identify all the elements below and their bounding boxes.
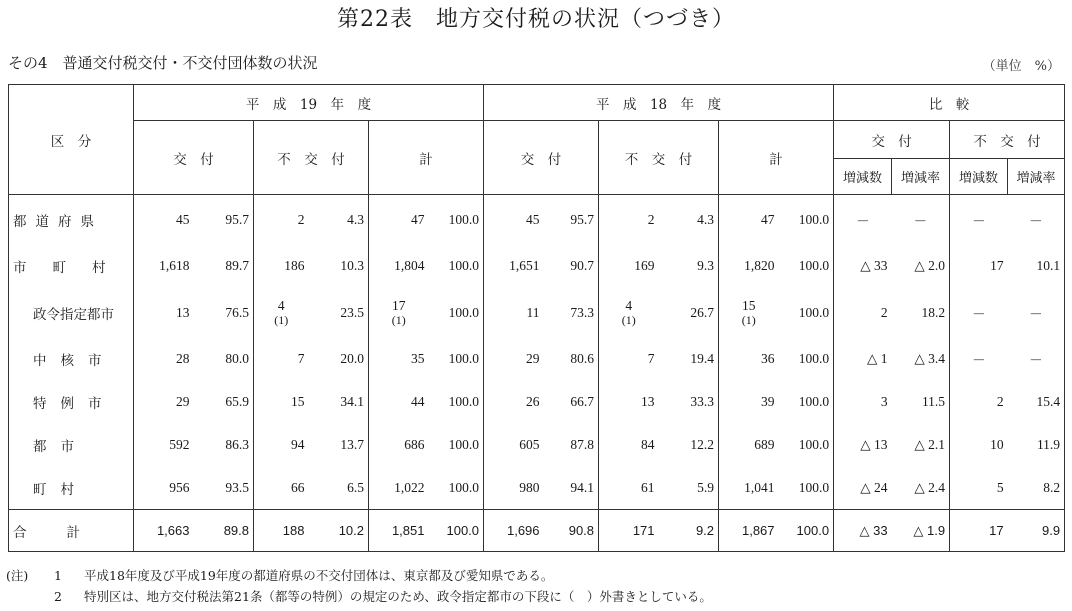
table-cell: 7: [297, 351, 305, 366]
table-cell: 592: [169, 437, 190, 452]
table-cell: 1,663: [134, 510, 194, 552]
table-cell: －: [856, 213, 870, 230]
table-cell: 10.1: [1008, 245, 1065, 288]
table-cell: 65.9: [194, 381, 254, 424]
table-cell: 73.3: [544, 288, 599, 338]
table-cell: 36: [761, 351, 775, 366]
table-cell: 4.3: [309, 195, 369, 245]
header-compare-kofu: 交 付: [834, 121, 950, 159]
header-kofu-zougen-su: 増減数: [834, 159, 892, 195]
table-cell: 45: [526, 211, 540, 227]
row-label: 都市: [9, 424, 134, 467]
table-row: [9, 245, 1065, 288]
table-cell: 100.0: [429, 195, 484, 245]
table-cell: 2: [297, 211, 305, 227]
table-cell: 23.5: [309, 288, 369, 338]
table-cell: 10.2: [309, 510, 369, 552]
table-cell: 980: [519, 479, 540, 495]
table-cell: 86.3: [194, 424, 254, 467]
table-cell: 89.7: [194, 245, 254, 288]
cell-value: 17: [392, 298, 406, 313]
table-cell: －: [1008, 288, 1065, 338]
table-cell: 689: [754, 437, 775, 452]
table-cell: 39: [761, 394, 775, 409]
table-cell: 26.7: [659, 288, 719, 338]
table-cell: 47: [761, 211, 775, 227]
table-cell: 19.4: [659, 338, 719, 381]
table-cell: 100.0: [779, 467, 834, 510]
table-cell: 11.9: [1008, 424, 1065, 467]
table-cell: 11: [526, 304, 540, 320]
footnote-1: [6, 565, 712, 586]
table-cell: －: [892, 195, 950, 245]
table-cell: △ 3.4: [892, 338, 950, 381]
table-cell: 12.2: [659, 424, 719, 467]
table-cell: 956: [169, 479, 190, 495]
table-cell: 13: [641, 394, 655, 409]
table-cell: 17: [950, 510, 1008, 552]
table-cell: 100.0: [429, 424, 484, 467]
table-row: [9, 381, 1065, 424]
table-cell: △ 13: [860, 437, 888, 452]
table-cell: 186: [284, 258, 305, 273]
table-cell: 95.7: [544, 195, 599, 245]
header-compare: 比 較: [834, 85, 1065, 121]
table-cell: －: [972, 213, 986, 230]
row-label: 市町村: [9, 245, 134, 288]
table-cell: 9.3: [659, 245, 719, 288]
table-cell: 171: [599, 510, 659, 552]
table-cell: 15.4: [1008, 381, 1065, 424]
table-cell: 11.5: [892, 381, 950, 424]
table-cell: 100.0: [779, 510, 834, 552]
table-cell: 84: [641, 437, 655, 452]
table-cell: 18.2: [892, 288, 950, 338]
table-cell: △ 33: [834, 510, 892, 552]
table-cell: 100.0: [779, 195, 834, 245]
table-cell: 100.0: [779, 288, 834, 338]
table-cell: 34.1: [309, 381, 369, 424]
table-row: [9, 467, 1065, 510]
table-cell: △ 24: [860, 479, 888, 495]
table-cell: 9.9: [1008, 510, 1065, 552]
table-cell: △ 2.1: [892, 424, 950, 467]
table-cell: 29: [526, 351, 540, 366]
table-cell: 87.8: [544, 424, 599, 467]
table-cell: 94.1: [544, 467, 599, 510]
cell-special-ward-count: (1): [741, 313, 756, 327]
table-cell: 8.2: [1008, 467, 1065, 510]
table-cell: 1,618: [159, 258, 190, 273]
table-cell: 47: [411, 211, 425, 227]
table-cell: 1,820: [744, 258, 775, 273]
table-cell: 89.8: [194, 510, 254, 552]
table-subtitle: その4 普通交付税交付・不交付団体数の状況: [8, 54, 318, 72]
table-cell: 76.5: [194, 288, 254, 338]
table-cell: 80.6: [544, 338, 599, 381]
document-title: 第22表 地方交付税の状況（つづき）: [337, 7, 735, 32]
table-cell: 6.5: [309, 467, 369, 510]
table-cell: 100.0: [429, 245, 484, 288]
table-cell: 20.0: [309, 338, 369, 381]
table-cell: 35: [411, 351, 425, 366]
footnote-2: [6, 586, 712, 607]
table-cell: 33.3: [659, 381, 719, 424]
header-compare-fukofu: 不 交 付: [950, 121, 1065, 159]
header-fukofu-zougen-su: 増減数: [950, 159, 1008, 195]
footnote-number: 1: [54, 568, 62, 583]
table-cell: [719, 288, 779, 338]
row-label: 特例市: [9, 381, 134, 424]
header-category: [9, 85, 134, 195]
table-cell: 90.7: [544, 245, 599, 288]
table-cell: 90.8: [544, 510, 599, 552]
table-cell: 1,041: [744, 479, 775, 495]
cell-special-ward-count: (1): [621, 313, 636, 327]
table-cell: 2: [880, 304, 888, 320]
footnote-lead: (注): [6, 568, 29, 583]
header-18-fukofu: 不 交 付: [599, 121, 719, 195]
table-cell: 2: [996, 394, 1004, 409]
table-cell: 169: [634, 258, 655, 273]
table-cell: 100.0: [779, 338, 834, 381]
cell-special-ward-count: (1): [391, 313, 406, 327]
table-cell: 7: [647, 351, 655, 366]
table-cell: 17: [990, 258, 1004, 273]
row-label: 町村: [9, 467, 134, 510]
table-cell: 3: [880, 394, 888, 409]
header-category-label: 区 分: [50, 133, 92, 150]
table-cell: 2: [647, 211, 655, 227]
table-cell: 93.5: [194, 467, 254, 510]
row-label: 都道府県: [9, 195, 134, 245]
table-body: [9, 195, 1065, 552]
table-cell: 9.2: [659, 510, 719, 552]
table-cell: △ 33: [860, 258, 888, 273]
table-cell: 80.0: [194, 338, 254, 381]
table-row: [9, 424, 1065, 467]
table-cell: 1,022: [394, 479, 425, 495]
cell-value: 4: [277, 298, 285, 313]
table-cell: 100.0: [779, 381, 834, 424]
header-year-19: 平 成 19 年 度: [134, 85, 484, 121]
table-cell: 29: [176, 394, 190, 409]
header-19-kei: 計: [369, 121, 484, 195]
header-19-kofu: 交 付: [134, 121, 254, 195]
table-cell: 94: [291, 437, 305, 452]
table-cell: △ 2.0: [892, 245, 950, 288]
header-kofu-zougen-ritsu: 増減率: [892, 159, 950, 195]
table-cell: 605: [519, 437, 540, 452]
table-cell: 61: [641, 479, 655, 495]
table-cell: 95.7: [194, 195, 254, 245]
table-cell: △ 2.4: [892, 467, 950, 510]
table-cell: －: [1008, 338, 1065, 381]
header-18-kei: 計: [719, 121, 834, 195]
table-cell: △ 1: [867, 351, 888, 366]
unit-label: （単位 %）: [982, 59, 1060, 74]
table-row: [9, 510, 1065, 552]
table-cell: 100.0: [429, 288, 484, 338]
table-cell: －: [972, 353, 986, 369]
row-label: 政令指定都市: [9, 288, 134, 338]
table-cell: 4.3: [659, 195, 719, 245]
header-19-fukofu: 不 交 付: [254, 121, 369, 195]
table-cell: －: [1008, 195, 1065, 245]
table-cell: [369, 288, 429, 338]
table-cell: 100.0: [779, 245, 834, 288]
footnote-text: 特別区は、地方交付税法第21条（都等の特例）の規定のため、政令指定都市の下段に（ ）外書きとしている。: [84, 589, 712, 604]
header-18-kofu: 交 付: [484, 121, 599, 195]
table-cell: 15: [291, 394, 305, 409]
table-cell: 13.7: [309, 424, 369, 467]
table-cell: 5.9: [659, 467, 719, 510]
table-cell: 44: [411, 394, 425, 409]
table-cell: [254, 288, 309, 338]
table-row: [9, 338, 1065, 381]
table-cell: 10: [990, 437, 1004, 452]
table-cell: 28: [176, 351, 190, 366]
table-cell: 686: [404, 437, 425, 452]
table-cell: 1,651: [509, 258, 540, 273]
table-cell: 100.0: [429, 510, 484, 552]
table-cell: 5: [996, 479, 1004, 495]
table-cell: [599, 288, 659, 338]
table-cell: 1,696: [484, 510, 544, 552]
cell-value: 15: [742, 298, 756, 313]
table-cell: －: [972, 306, 986, 323]
table-cell: 1,851: [369, 510, 429, 552]
footnote-text: 平成18年度及び平成19年度の都道府県の不交付団体は、東京都及び愛知県である。: [84, 568, 554, 583]
footnote-number: 2: [54, 589, 62, 604]
header-year-18: 平 成 18 年 度: [484, 85, 834, 121]
table-cell: 1,804: [394, 258, 425, 273]
table-cell: 100.0: [429, 381, 484, 424]
row-label: 中核市: [9, 338, 134, 381]
table-row: [9, 195, 1065, 245]
table-cell: △ 1.9: [892, 510, 950, 552]
table-cell: 45: [176, 211, 190, 227]
table-cell: 66: [291, 479, 305, 495]
cell-special-ward-count: (1): [274, 313, 289, 327]
header-fukofu-zougen-ritsu: 増減率: [1008, 159, 1065, 195]
table-cell: 100.0: [429, 338, 484, 381]
table-cell: 10.3: [309, 245, 369, 288]
cell-value: 4: [625, 298, 633, 313]
grant-status-table: [8, 84, 1065, 552]
table-cell: 1,867: [719, 510, 779, 552]
table-cell: 188: [254, 510, 309, 552]
table-row: [9, 288, 1065, 338]
footnotes: [6, 565, 712, 607]
table-cell: 13: [176, 304, 190, 320]
table-cell: 100.0: [779, 424, 834, 467]
table-cell: 66.7: [544, 381, 599, 424]
table-cell: 100.0: [429, 467, 484, 510]
table-cell: 26: [526, 394, 540, 409]
row-label: 合計: [9, 510, 134, 552]
